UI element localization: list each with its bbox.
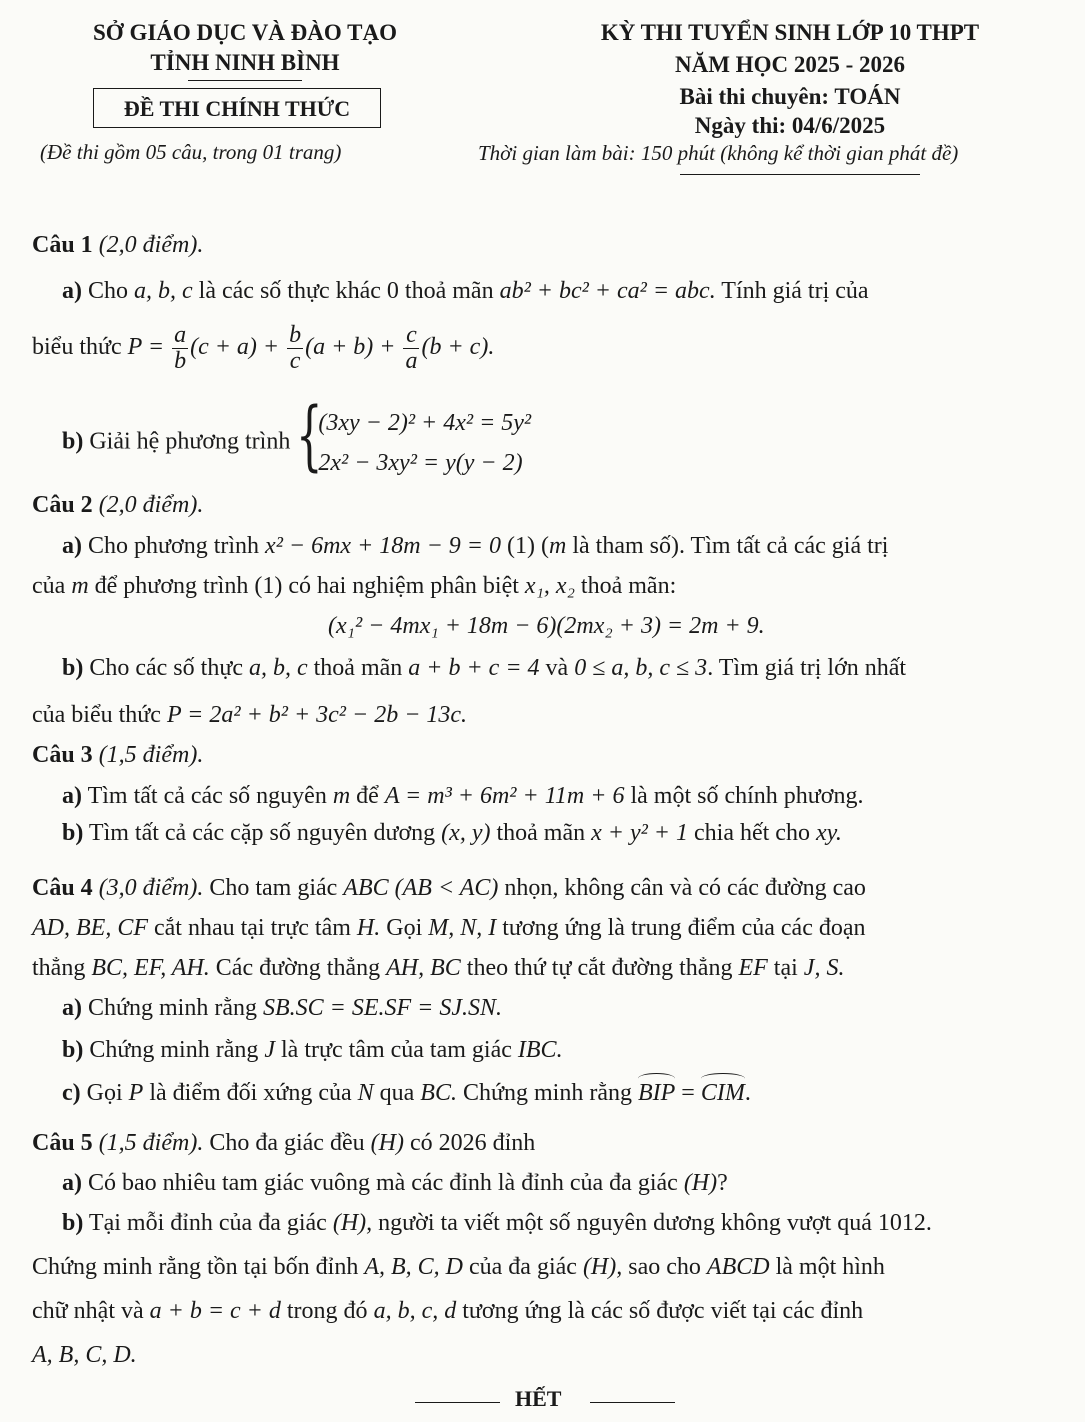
question-2b-line1: b) Cho các số thực a, b, c thoả mãn a + b + c = 4 và 0 ≤ a, b, c ≤ 3. Tìm giá trị lớn nhất (62, 655, 907, 681)
question-5b-line4: A, B, C, D. (32, 1342, 137, 1368)
header-underline-left (188, 80, 302, 81)
question-4-line1: Câu 4 (3,0 điểm). Cho tam giác ABC (AB < AC) nhọn, không cân và có các đường cao (32, 875, 866, 901)
question-4-line2: AD, BE, CF cắt nhau tại trực tâm H. Gọi M, N, I tương ứng là trung điểm của các đoạn (32, 915, 866, 941)
question-2-heading: Câu 2 (2,0 điểm). (32, 492, 204, 518)
province-name: TỈNH NINH BÌNH (150, 50, 340, 75)
question-3b: b) Tìm tất cả các cặp số nguyên dương (x, y) thoả mãn x + y² + 1 chia hết cho xy. (62, 820, 842, 846)
exam-name: KỲ THI TUYỂN SINH LỚP 10 THPT (600, 20, 980, 45)
exam-date: Ngày thi: 04/6/2025 (694, 113, 886, 138)
question-2b-line2: của biểu thức P = 2a² + b² + 3c² − 2b − 13c. (32, 702, 468, 728)
page-count-note: (Đề thi gồm 05 câu, trong 01 trang) (40, 140, 342, 164)
official-exam-box: ĐỀ THI CHÍNH THỨC (93, 88, 381, 128)
question-1-heading: Câu 1 (2,0 điểm). (32, 232, 204, 258)
question-2a-line1: a) Cho phương trình x² − 6mx + 18m − 9 = 0 (1) (m là tham số). Tìm tất cả các giá trị (62, 533, 889, 559)
footer-rule-right (590, 1402, 675, 1403)
question-5b-line1: b) Tại mỗi đỉnh của đa giác (H), người ta viết một số nguyên dương không vượt quá 1012. (62, 1210, 932, 1236)
question-2a-line2: của m để phương trình (1) có hai nghiệm phân biệt x₁, x₂ thoả mãn: (32, 573, 677, 599)
question-3a: a) Tìm tất cả các số nguyên m để A = m³ + 6m² + 11m + 6 là một số chính phương. (62, 783, 864, 809)
question-5b-line2: Chứng minh rằng tồn tại bốn đỉnh A, B, C, D của đa giác (H), sao cho ABCD là một hình (32, 1254, 885, 1280)
subject: Bài thi chuyên: TOÁN (679, 84, 901, 109)
question-5-heading: Câu 5 (1,5 điểm). Cho đa giác đều (H) có 2026 đỉnh (32, 1130, 536, 1156)
question-1a-line1: a) Cho a, b, c là các số thực khác 0 thoả mãn ab² + bc² + ca² = abc. Tính giá trị của (62, 278, 869, 304)
question-4b: b) Chứng minh rằng J là trực tâm của tam giác IBC. (62, 1037, 563, 1063)
question-3-heading: Câu 3 (1,5 điểm). (32, 742, 204, 768)
question-4-line3: thẳng BC, EF, AH. Các đường thẳng AH, BC theo thứ tự cắt đường thẳng EF tại J, S. (32, 955, 845, 981)
department-name: SỞ GIÁO DỤC VÀ ĐÀO TẠO (93, 20, 397, 45)
header-underline-right (680, 174, 920, 175)
question-4c: c) Gọi P là điểm đối xứng của N qua BC. Chứng minh rằng BIP = CIM. (62, 1080, 751, 1106)
end-label: HẾT (515, 1386, 562, 1411)
question-5b-line3: chữ nhật và a + b = c + d trong đó a, b, c, d tương ứng là các số được viết tại các đỉnh (32, 1298, 864, 1324)
angle-cim: CIM (700, 1080, 745, 1106)
question-4a: a) Chứng minh rằng SB.SC = SE.SF = SJ.SN. (62, 995, 503, 1021)
school-year: NĂM HỌC 2025 - 2026 (675, 52, 905, 77)
question-1b: b) Giải hệ phương trình { (3xy − 2)² + 4x² = 5y² 2x² − 3xy² = y(y − 2) (62, 403, 531, 483)
footer-rule-left (415, 1402, 500, 1403)
time-note: Thời gian làm bài: 150 phút (không kể thời gian phát đề) (478, 141, 959, 165)
question-1a-expression: biểu thức P = $\frac{a}{b}$ (c + a) + $\frac{b}{c}$ (a + b) + $\frac{c}{a}$ (b + c). (32, 322, 495, 375)
equation-system: { (3xy − 2)² + 4x² = 5y² 2x² − 3xy² = y(y − 2) (296, 390, 532, 479)
angle-bip: BIP (637, 1080, 676, 1106)
question-2a-condition: (x₁² − 4mx₁ + 18m − 6)(2mx₂ + 3) = 2m + 9. (328, 613, 765, 639)
question-5a: a) Có bao nhiêu tam giác vuông mà các đỉnh là đỉnh của đa giác (H)? (62, 1170, 728, 1196)
